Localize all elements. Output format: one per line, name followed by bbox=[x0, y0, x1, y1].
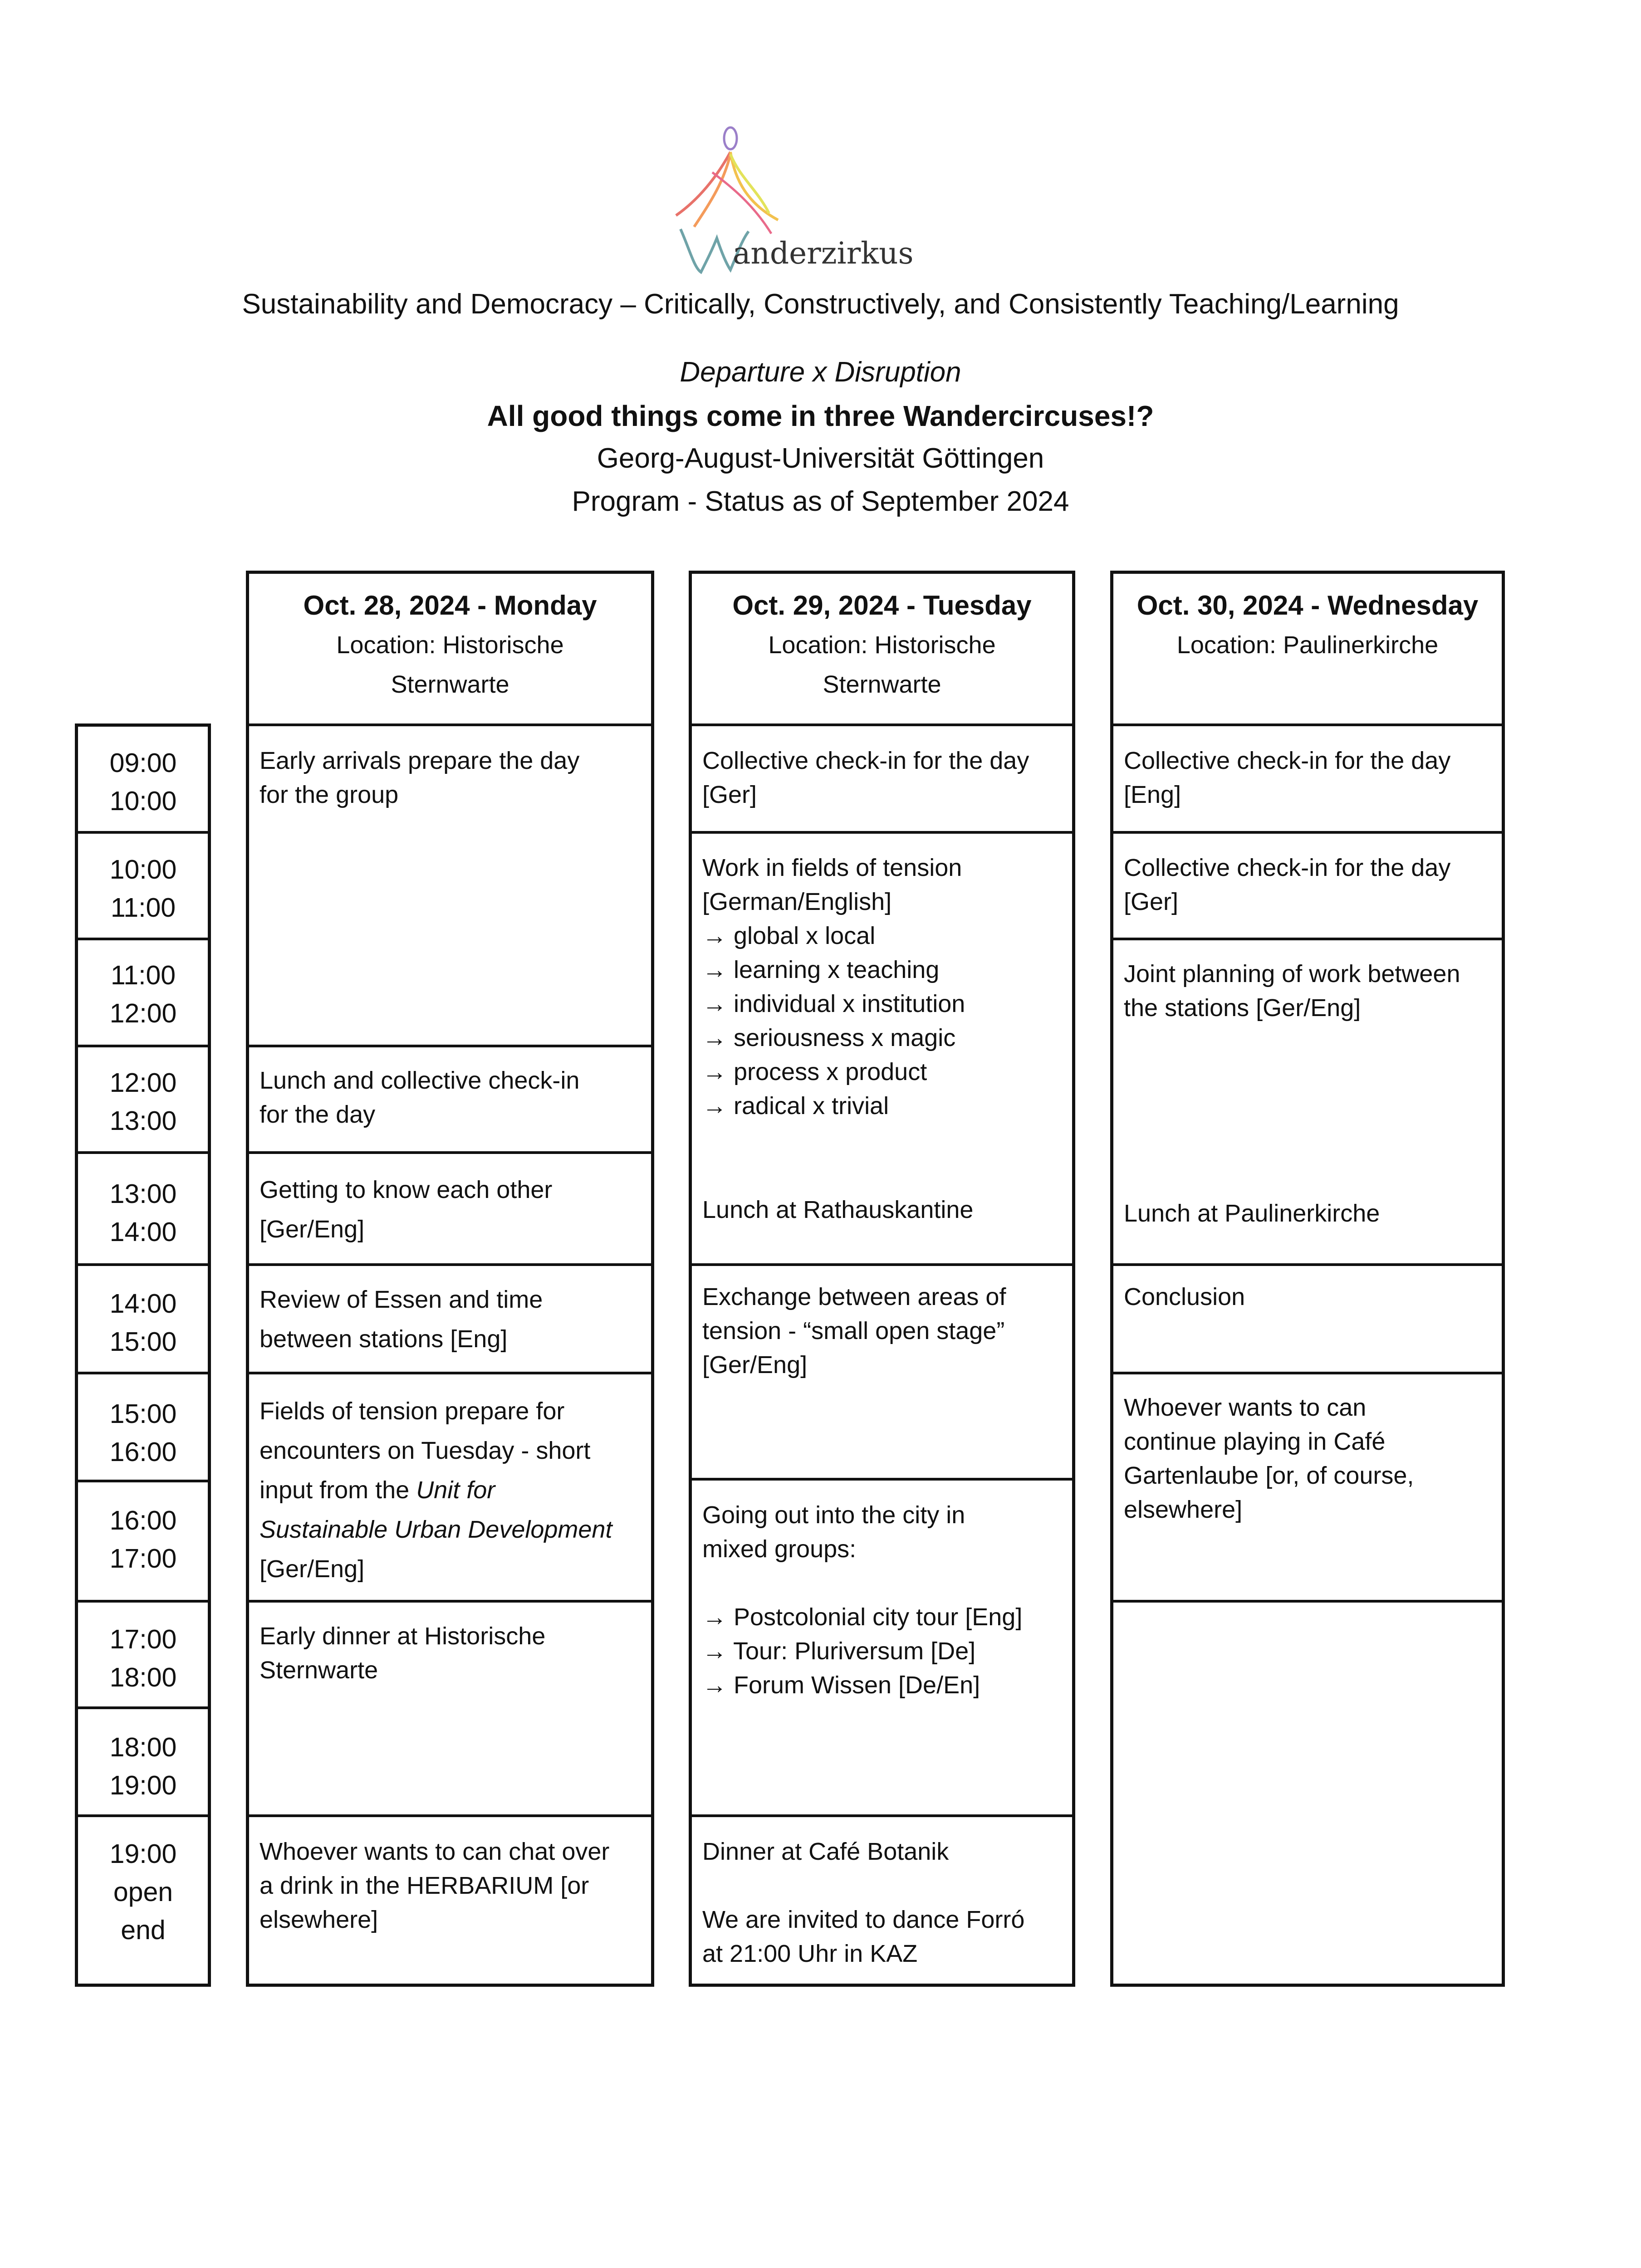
schedule-cell: Early arrivals prepare the day for the group bbox=[260, 747, 580, 808]
day-location: Location: Historische Sternwarte bbox=[768, 631, 996, 698]
day-date: Oct. 29, 2024 - Tuesday bbox=[732, 590, 1032, 621]
time-divider bbox=[75, 1151, 211, 1154]
cell-divider bbox=[246, 1600, 654, 1603]
time-slot: 15:00 16:00 bbox=[109, 1399, 177, 1467]
schedule-cell: Getting to know each other [Ger/Eng] bbox=[260, 1176, 553, 1243]
schedule-cell: Whoever wants to can chat over a drink in the HERBARIUM [or elsewhere] bbox=[260, 1838, 610, 1933]
day-header-monday bbox=[246, 590, 654, 704]
schedule-cell: Collective check-in for the day [Ger] bbox=[1124, 854, 1451, 915]
main-title: Sustainability and Democracy – Critically, Constructively, and Consistently Teaching/Learning bbox=[242, 288, 1399, 320]
schedule-cell: Dinner at Café Botanik We are invited to dance Forró at 21:00 Uhr in KAZ bbox=[702, 1838, 1025, 1967]
time-slot: 18:00 19:00 bbox=[109, 1732, 177, 1800]
day-location: Location: Historische Sternwarte bbox=[336, 631, 564, 698]
time-slot: 17:00 18:00 bbox=[109, 1624, 177, 1692]
time-slot: 12:00 13:00 bbox=[109, 1068, 177, 1136]
cell-divider bbox=[1110, 1600, 1505, 1603]
day-date: Oct. 30, 2024 - Wednesday bbox=[1136, 590, 1479, 621]
cell-divider bbox=[246, 1045, 654, 1047]
schedule-cell: Conclusion bbox=[1124, 1283, 1245, 1310]
schedule-cell: Early dinner at Historische Sternwarte bbox=[260, 1623, 546, 1684]
cell-divider bbox=[246, 1263, 654, 1266]
cell-divider bbox=[1110, 1372, 1505, 1374]
schedule-cell: Joint planning of work between the stations [Ger/Eng] bbox=[1124, 960, 1460, 1022]
schedule-cell: Collective check-in for the day [Eng] bbox=[1124, 747, 1451, 808]
cell-divider bbox=[246, 1814, 654, 1817]
cell-divider bbox=[246, 1151, 654, 1154]
cell-divider bbox=[689, 831, 1075, 834]
cell-divider bbox=[1110, 938, 1505, 940]
time-divider bbox=[75, 831, 211, 834]
time-divider bbox=[75, 1372, 211, 1374]
time-slot: 09:00 10:00 bbox=[109, 748, 177, 816]
subtitle: Departure x Disruption bbox=[680, 357, 961, 388]
time-slot: 19:00 open end bbox=[109, 1839, 177, 1945]
time-slot: 13:00 14:00 bbox=[109, 1179, 177, 1247]
schedule-cell: Whoever wants to can continue playing in Café Gartenlaube [or, of course, elsewhere] bbox=[1124, 1394, 1414, 1523]
time-slot: 16:00 17:00 bbox=[109, 1505, 177, 1574]
schedule-cell: Lunch and collective check-in for the day bbox=[260, 1067, 580, 1128]
time-slot: 10:00 11:00 bbox=[109, 855, 177, 923]
cell-divider bbox=[689, 1814, 1075, 1817]
time-divider bbox=[75, 1600, 211, 1603]
day-date: Oct. 28, 2024 - Monday bbox=[303, 590, 597, 621]
cell-divider bbox=[1110, 831, 1505, 834]
time-divider bbox=[75, 1045, 211, 1047]
header-divider bbox=[246, 723, 654, 726]
status: Program - Status as of September 2024 bbox=[572, 486, 1069, 517]
schedule-cell: Exchange between areas of tension - “small open stage” [Ger/Eng] bbox=[702, 1283, 1006, 1378]
schedule-cell: Review of Essen and time between stations [Eng] bbox=[260, 1286, 543, 1353]
time-divider bbox=[75, 1263, 211, 1266]
header-divider bbox=[689, 723, 1075, 726]
schedule-cell: Going out into the city in mixed groups: → Postcolonial city tour [Eng] → Tour: Pluriversum [De] → Forum Wissen [De/En] bbox=[702, 1501, 1023, 1699]
tagline: All good things come in three Wandercircuses!? bbox=[487, 400, 1154, 432]
university: Georg-August-Universität Göttingen bbox=[597, 443, 1044, 474]
cell-divider bbox=[689, 1478, 1075, 1481]
header-divider bbox=[1110, 723, 1505, 726]
schedule-cell: Lunch at Paulinerkirche bbox=[1124, 1200, 1380, 1227]
time-divider bbox=[75, 938, 211, 940]
schedule-cell: Collective check-in for the day [Ger] bbox=[702, 747, 1029, 808]
day-header-wednesday bbox=[1110, 590, 1505, 665]
time-slot: 14:00 15:00 bbox=[109, 1289, 177, 1357]
time-divider bbox=[75, 1480, 211, 1482]
cell-divider bbox=[246, 1372, 654, 1374]
cell-divider bbox=[1110, 1263, 1505, 1266]
day-header-tuesday bbox=[689, 590, 1075, 704]
time-slot: 11:00 12:00 bbox=[109, 960, 177, 1028]
day-location: Location: Paulinerkirche bbox=[1176, 631, 1439, 659]
cell-divider bbox=[689, 1263, 1075, 1266]
time-divider bbox=[75, 1706, 211, 1709]
schedule-cell: Lunch at Rathauskantine bbox=[702, 1196, 974, 1223]
schedule-cell: Work in fields of tension [German/English] → global x local → learning x teaching → individual x institution → seriousness x magic → process x product → radical x trivial bbox=[702, 854, 965, 1119]
time-divider bbox=[75, 1814, 211, 1817]
schedule-cell: Fields of tension prepare for encounters on Tuesday - short input from the Unit for Sustainable Urban Development [Ger/Eng] bbox=[260, 1398, 612, 1583]
logo-wordmark: anderzirkus bbox=[733, 236, 914, 271]
